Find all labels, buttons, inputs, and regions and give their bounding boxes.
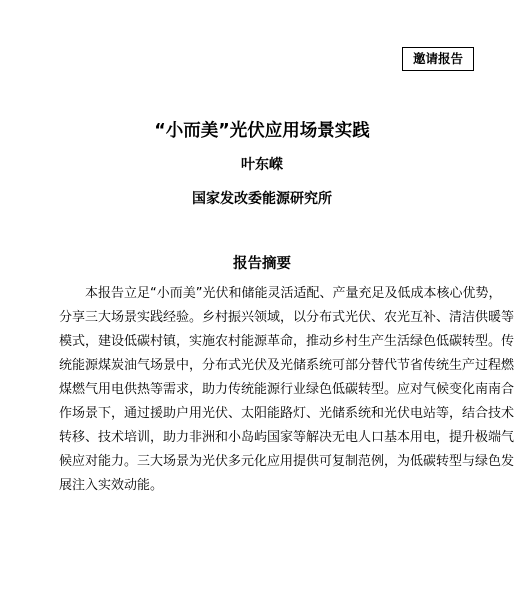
abstract-line: 煤燃气用电供热等需求，助力传统能源行业绿色低碳转型。应对气候变化南南合 [59,382,515,397]
abstract-line: 转移、技术培训，助力非洲和小岛屿国家等解决无电人口基本用电，提升极端气 [59,430,515,445]
invited-talk-badge: 邀请报告 [402,47,474,71]
author-affiliation: 国家发改委能源研究所 [192,191,332,207]
abstract-line: 统能源煤炭油气场景中，分布式光伏及光储系统可部分替代节省传统生产过程燃 [59,358,515,373]
report-title: “小而美”光伏应用场景实践 [154,121,370,141]
abstract-line: 分享三大场景实践经验。乡村振兴领域，以分布式光伏、农光互补、清洁供暖等 [59,310,515,325]
author-name: 叶东嵘 [241,157,283,173]
abstract-line: 作场景下，通过援助户用光伏、太阳能路灯、光储系统和光伏电站等，结合技术 [59,406,515,421]
abstract-line: 本报告立足“小而美”光伏和储能灵活适配、产量充足及低成本核心优势， [85,286,502,301]
abstract-heading: 报告摘要 [233,256,291,272]
abstract-line: 候应对能力。三大场景为光伏多元化应用提供可复制范例，为低碳转型与绿色发 [59,454,515,469]
abstract-body [59,282,515,498]
abstract-line: 模式，建设低碳村镇，实施农村能源革命，推动乡村生产生活绿色低碳转型。传 [59,334,515,349]
abstract-line: 展注入实效动能。 [59,478,164,493]
